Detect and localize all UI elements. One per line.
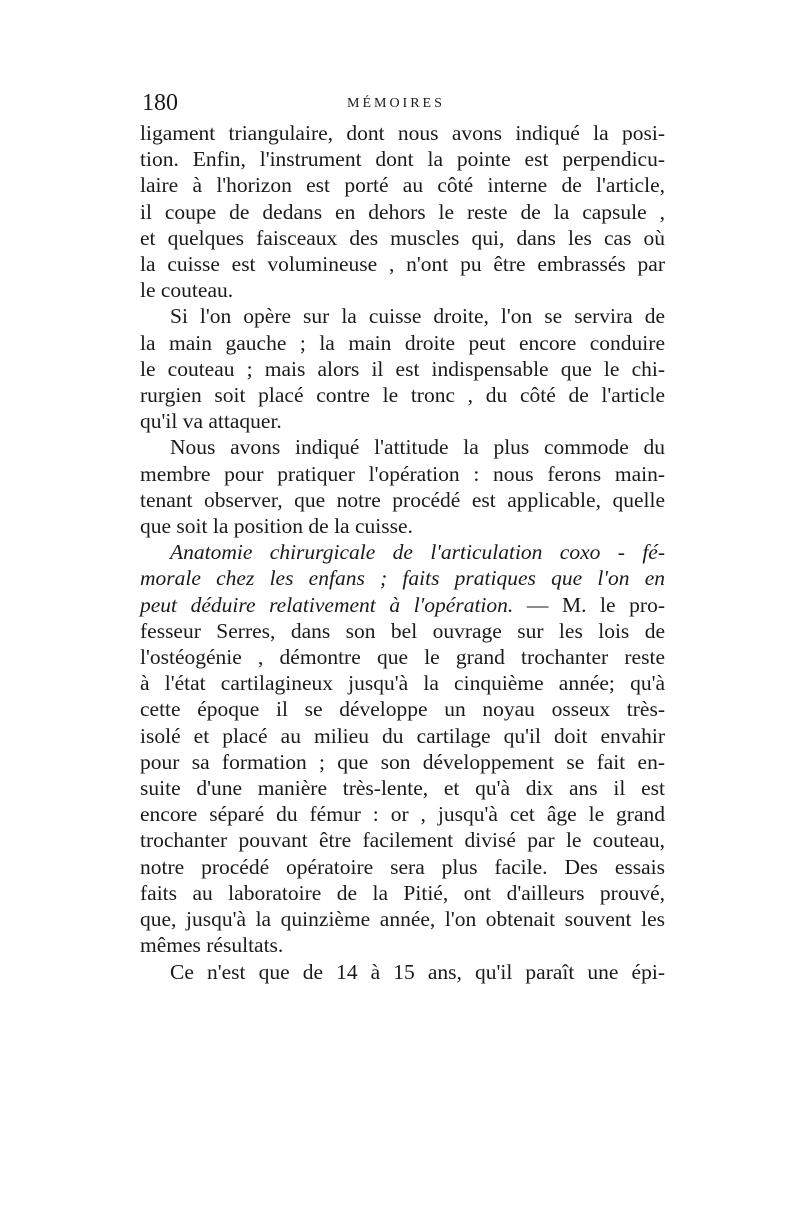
running-title: MÉMOIRES [347,96,445,111]
paragraph-3 [140,434,665,539]
text-line: mêmes résultats. [140,933,284,958]
text-line: l'ostéogénie , démontre que le grand trochanter reste [140,645,665,670]
text-line: que, jusqu'à la quinzième année, l'on obtenait souvent les [140,907,665,932]
page-header [140,90,665,120]
text-line: la cuisse est volumineuse , n'ont pu être embrassés par [140,252,665,277]
section-heading-line: Anatomie chirurgicale de l'articulation coxo - fé- [170,540,665,565]
page-number: 180 [142,90,178,116]
text-line: suite d'une manière très-lente, et qu'à dix ans il est [140,776,665,801]
page [140,90,665,985]
paragraph-5 [140,959,665,985]
section-heading-line: morale chez les enfans ; faits pratiques que l'on en [140,566,665,591]
text-line: que soit la position de la cuisse. [140,514,413,539]
text-line: rurgien soit placé contre le tronc , du côté de l'article [140,383,665,408]
text-line: fesseur Serres, dans son bel ouvrage sur les lois de [140,618,665,643]
text-line: isolé et placé au milieu du cartilage qu'il doit envahir [140,723,665,748]
paragraph-2 [140,303,665,434]
text-line: Ce n'est que de 14 à 15 ans, qu'il paraît une épi- [170,959,665,984]
text-line: qu'il va attaquer. [140,409,282,434]
text-line: laire à l'horizon est porté au côté interne de l'article, [140,173,665,198]
text-line: membre pour pratiquer l'opération : nous ferons main- [140,461,665,486]
text-line: à l'état cartilagineux jusqu'à la cinquième année; qu'à [140,671,665,696]
text-line: ligament triangulaire, dont nous avons indiqué la posi- [140,121,665,145]
text-line: pour sa formation ; que son développement se fait en- [140,749,665,774]
text-line: notre procédé opératoire sera plus facile. Des essais [140,854,665,879]
text-line: il coupe de dedans en dehors le reste de la capsule , [140,199,665,224]
text-fragment: — M. le pro- [513,592,665,617]
text-line: la main gauche ; la main droite peut encore conduire [140,330,665,355]
text-line: trochanter pouvant être facilement divisé par le couteau, [140,828,665,853]
text-line: Nous avons indiqué l'attitude la plus commode du [170,435,665,460]
paragraph-1 [140,120,665,303]
text-line: et quelques faisceaux des muscles qui, dans les cas où [140,225,665,250]
text-line: le couteau. [140,278,234,303]
text-line: tion. Enfin, l'instrument dont la pointe est perpendicu- [140,147,665,172]
text-line [140,592,665,618]
text-line: Si l'on opère sur la cuisse droite, l'on se servira de [170,304,665,329]
text-line: faits au laboratoire de la Pitié, ont d'ailleurs prouvé, [140,880,665,905]
body-text [140,120,665,985]
text-line: le couteau ; mais alors il est indispensable que le chi- [140,356,665,381]
paragraph-4 [140,539,665,958]
text-line: encore séparé du fémur : or , jusqu'à cet âge le grand [140,802,665,827]
text-line: cette époque il se développe un noyau osseux très- [140,697,665,722]
text-line: tenant observer, que notre procédé est applicable, quelle [140,487,665,512]
section-heading-line: peut déduire relativement à l'opération. [140,592,514,617]
